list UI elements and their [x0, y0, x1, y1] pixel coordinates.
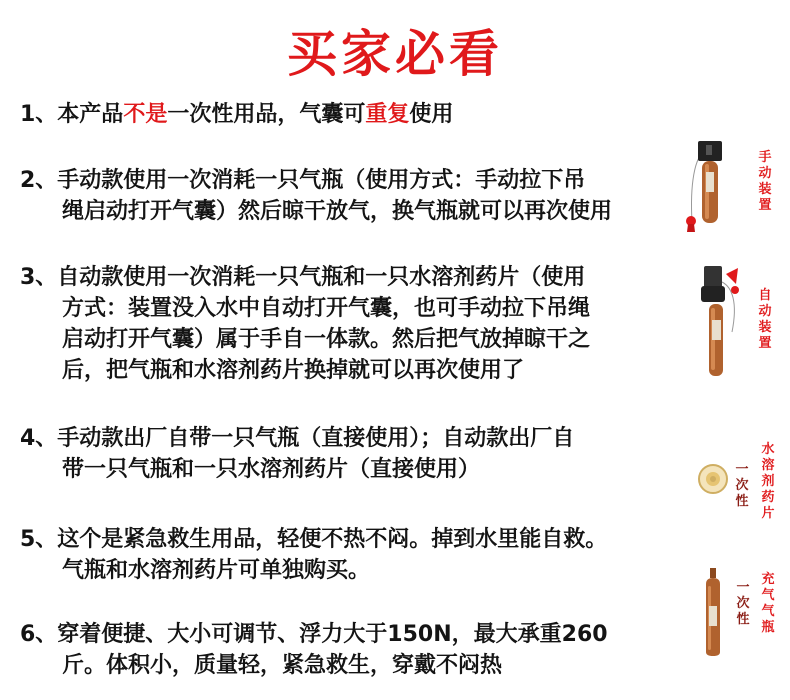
item-3-line-2: 方式：装置没入水中自动打开气囊，也可手动拉下吊绳 [62, 296, 591, 321]
tag-one-time-tablet: 一次性 [735, 462, 749, 509]
item-1-prefix: 1、本产品 [20, 102, 124, 127]
item-3-line-4: 后，把气瓶和水溶剂药片换掉就可以再次使用了 [62, 358, 525, 383]
list-item-6 [20, 619, 608, 681]
tag-manual-device: 手动装置 [758, 150, 772, 213]
item-6-line-1: 6、穿着便捷、大小可调节、浮力大于150N，最大承重260 [20, 622, 608, 647]
list-item-2 [20, 165, 612, 227]
item-1-highlight-not: 不是 [123, 102, 168, 127]
item-6-line-2: 斤。体积小，质量轻，紧急救生，穿戴不闷热 [62, 653, 503, 678]
tablet-image [696, 462, 730, 496]
tag-tablet: 水溶剂药片 [761, 442, 775, 521]
item-1-suffix: 使用 [409, 102, 454, 127]
item-4-line-2: 带一只气瓶和一只水溶剂药片（直接使用） [62, 457, 481, 482]
list-item-3 [20, 262, 590, 386]
item-3-line-3: 启动打开气囊）属于手自一体款。然后把气放掉晾干之 [62, 327, 591, 352]
list-item-1 [20, 99, 453, 130]
item-5-line-1: 5、这个是紧急救生用品，轻便不热不闷。掉到水里能自救。 [20, 527, 608, 552]
item-1-middle: 一次性用品，气囊可 [167, 102, 366, 127]
item-5-line-2: 气瓶和水溶剂药片可单独购买。 [62, 558, 371, 583]
item-2-line-2: 绳启动打开气囊）然后晾干放气，换气瓶就可以再次使用 [62, 199, 613, 224]
auto-device-image [692, 262, 752, 382]
tag-one-time-cylinder: 一次性 [736, 580, 750, 627]
item-1-highlight-reuse: 重复 [365, 102, 410, 127]
manual-device-image [684, 136, 744, 236]
page-title: 买家必看 [287, 25, 503, 83]
cylinder-image [700, 566, 726, 658]
item-2-line-1: 2、手动款使用一次消耗一只气瓶（使用方式：手动拉下吊 [20, 168, 586, 193]
item-4-line-1: 4、手动款出厂自带一只气瓶（直接使用）；自动款出厂自 [20, 426, 575, 451]
item-3-line-1: 3、自动款使用一次消耗一只气瓶和一只水溶剂药片（使用 [20, 265, 586, 290]
list-item-5 [20, 524, 607, 586]
tag-cylinder: 充气气瓶 [761, 572, 775, 635]
tag-auto-device: 自动装置 [758, 288, 772, 351]
list-item-4 [20, 423, 574, 485]
